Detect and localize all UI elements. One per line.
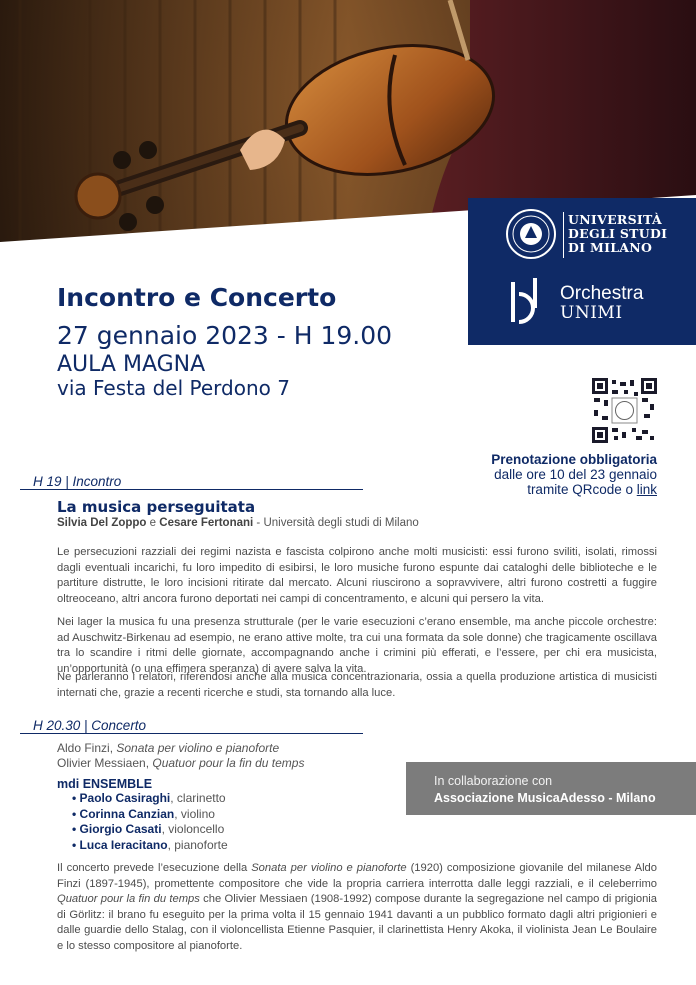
section-header-concerto: H 20.30 | Concerto (20, 718, 363, 734)
member-role: , pianoforte (167, 837, 228, 852)
paragraph-persecutions: Le persecuzioni razziali dei regimi nazista e fascista colpirono anche molti musicisti: essi furono sviliti, isolati, rimossi dagli eventuali incarichi, fu loro impedito di esibirsi, le loro musiche furono espunte dai cataloghi delle biblioteche e le partiture distrutte, le loro incisioni ritirate dal mercato. Alcuni riuscirono a sopravvivere, altri furono costretti a fuggire oltreoceano, altri ancora furono deportati nei campi di concentramento, e alcuni qui persero la vita. (57, 546, 657, 605)
member-role: , violino (174, 806, 215, 821)
event-venue: AULA MAGNA (57, 352, 206, 377)
ensemble-member (72, 838, 228, 854)
ensemble-members (72, 791, 228, 853)
piece-2-title: Quatuor pour la fin du temps (152, 756, 305, 770)
piece-1-title: Sonata per violino e pianoforte (116, 741, 280, 755)
talk-title: La musica perseguitata (57, 498, 256, 516)
booking-date: dalle ore 10 del 23 gennaio (494, 467, 657, 482)
university-divider (563, 212, 564, 258)
speakers-line (57, 517, 419, 529)
speaker-2: Cesare Fertonani (159, 517, 254, 529)
concert-text-d: Quatuor pour la fin du temps (57, 893, 200, 905)
member-name: Paolo Casiraghi (79, 791, 171, 805)
ensemble-member (72, 807, 228, 823)
concert-text-c: (1920) composizione giovanile del milanese Aldo Finzi (1897-1945), promettente compositore che vide la propria carriera interrotta dalle leggi razziali, e il celeberrimo (57, 862, 657, 890)
paragraph-lager: Nei lager la musica fu una presenza strutturale (per le varie esecuzioni c’erano ensemble, ma anche piccole orchestre: ad Auschwitz-Birkenau ad esempio, ne erano attive molte, tra cui una formata da sole donne) che tragicamente oscillava tra lo scandire i ritmi delle giornate, accompagnando anche i crimini più efferati, e l’essere, per chi era musicista, un’opportunità (o una effimera speranza) di avere salva la vita. (57, 616, 657, 675)
paragraph-concert (57, 861, 657, 954)
speaker-affiliation: - Università degli studi di Milano (253, 517, 419, 529)
booking-title: Prenotazione obbligatoria (491, 452, 657, 467)
member-name: Luca Ieracitano (79, 837, 168, 852)
ensemble-member (72, 822, 228, 838)
ensemble-title: mdi ENSEMBLE (57, 777, 153, 791)
speaker-joiner: e (146, 517, 160, 529)
paragraph-speakers: Ne parleranno i relatori, riferendosi anche alla musica concentrazionaria, ossia a quella produzione artistica di musicisti internati che, grazie a recenti ricerche e studi, sta tornando alla luce. (57, 671, 657, 699)
collaboration-box (406, 762, 696, 815)
university-line-2: DEGLI STUDI (568, 226, 668, 241)
member-role: , violoncello (161, 822, 225, 836)
speaker-1: Silvia Del Zoppo (57, 517, 147, 529)
event-title: Incontro e Concerto (57, 283, 337, 312)
orchestra-logo-icon (505, 276, 551, 328)
collaboration-label: In collaborazione con (434, 774, 553, 788)
piece-1-composer: Aldo Finzi, (57, 741, 117, 755)
booking-method: tramite QRcode o (527, 482, 637, 497)
university-name (568, 213, 667, 255)
orchestra-name: Orchestra (560, 283, 644, 304)
orchestra-unimi: UNIMI (560, 303, 623, 323)
concert-text-e: che Olivier Messiaen (1908-1992) compose durante la segregazione nel campo di prigionia di Görlitz: il brano fu eseguito per la prima volta il 15 gennaio 1941 davanti a un pubblico formato dagli altri prigionieri e dalle guardie dello Stalag, con il violoncellista Etienne Pasquier, il clarinettista Henry Akoka, il violinista Jean Le Boulaire e lo stesso compositore al pianoforte. (57, 893, 657, 952)
concert-text-a: Il concerto prevede l’esecuzione della (57, 862, 252, 874)
section-header-incontro: H 19 | Incontro (20, 474, 363, 490)
piece-2-composer: Olivier Messiaen, (57, 756, 153, 770)
university-seal-icon (505, 208, 557, 260)
program-piece-1 (57, 741, 304, 756)
member-role: , clarinetto (170, 791, 226, 805)
university-line-3: DI MILANO (568, 240, 653, 255)
concert-text-b: Sonata per violino e pianoforte (251, 862, 407, 874)
qr-code-icon[interactable] (592, 378, 657, 443)
event-date: 27 gennaio 2023 - H 19.00 (57, 321, 393, 350)
collaboration-partner: Associazione MusicaAdesso - Milano (434, 791, 656, 805)
member-name: Giorgio Casati (79, 822, 162, 836)
event-address: via Festa del Perdono 7 (57, 376, 290, 400)
university-line-1: UNIVERSITÀ (568, 212, 662, 227)
program-list (57, 741, 304, 771)
ensemble-member (72, 791, 228, 807)
booking-info (491, 452, 657, 497)
booking-link[interactable]: link (636, 482, 657, 497)
program-piece-2 (57, 756, 304, 771)
member-name: Corinna Canzian (79, 806, 175, 821)
